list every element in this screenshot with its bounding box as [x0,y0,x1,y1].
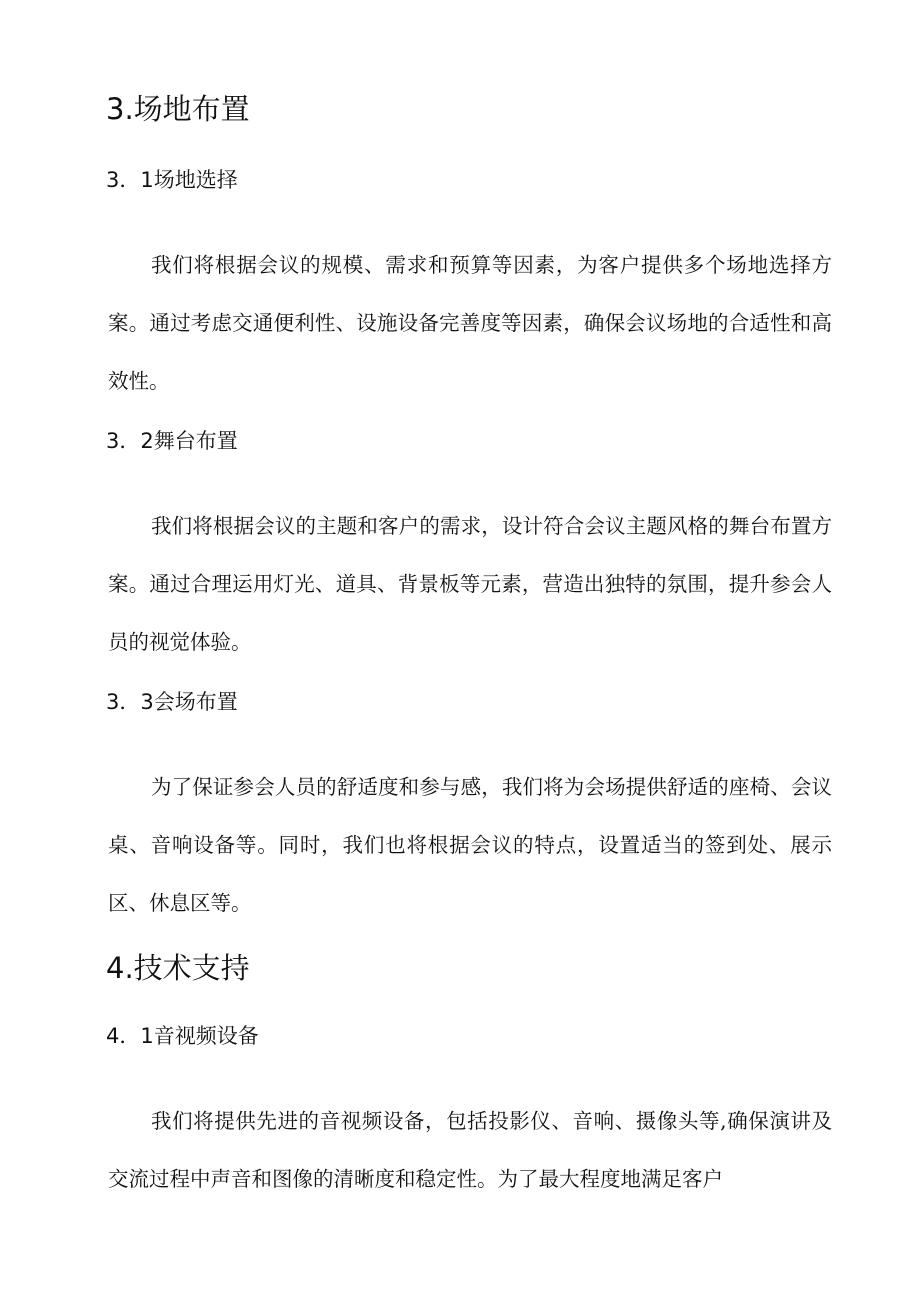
section-heading-4: 4.技术支持 [106,951,250,985]
subsection-heading-3-1: 3．1场地选择 [106,168,238,192]
paragraph-4-1: 我们将提供先进的音视频设备，包括投影仪、音响、摄像头等,确保演讲及交流过程中声音和图像的清晰度和稳定性。为了最大程度地满足客户 [108,1109,832,1191]
paragraph-3-1: 我们将根据会议的规模、需求和预算等因素，为客户提供多个场地选择方案。通过考虑交通便利性、设施设备完善度等因素，确保会议场地的合适性和高效性。 [108,253,832,393]
subsection-heading-3-3: 3．3会场布置 [106,690,238,714]
paragraph-3-2: 我们将根据会议的主题和客户的需求，设计符合会议主题风格的舞台布置方案。通过合理运用灯光、道具、背景板等元素，营造出独特的氛围，提升参会人员的视觉体验。 [108,514,832,654]
subsection-heading-4-1: 4．1音视频设备 [106,1024,259,1048]
section-heading-3: 3.场地布置 [106,92,250,126]
subsection-heading-3-2: 3．2舞台布置 [106,429,238,453]
paragraph-3-3: 为了保证参会人员的舒适度和参与感，我们将为会场提供舒适的座椅、会议桌、音响设备等。同时，我们也将根据会议的特点，设置适当的签到处、展示区、休息区等。 [108,775,832,915]
